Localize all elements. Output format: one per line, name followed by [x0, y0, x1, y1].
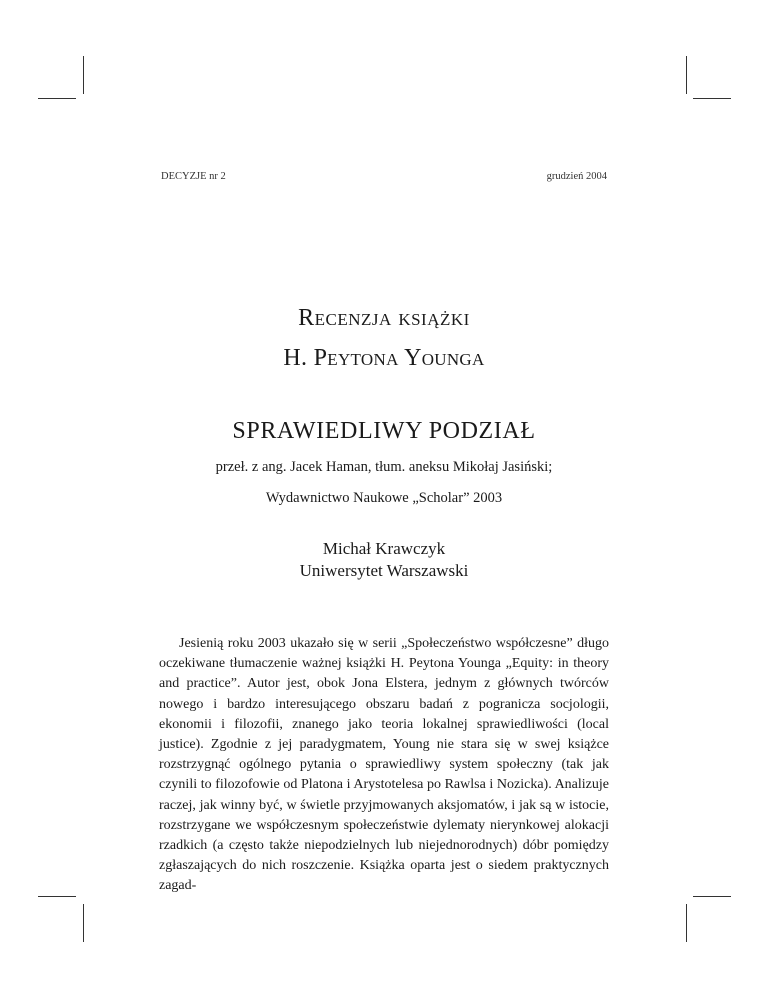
crop-mark [83, 904, 84, 942]
crop-mark [686, 56, 687, 94]
body-paragraph: Jesienią roku 2003 ukazało się w serii „Społeczeństwo współczesne” długo oczekiwane tłumaczenie ważnej książki H. Peytona Younga „Equity: in theory and practice”. Autor jest, obok Jona Elstera, jednym z głównych twórców nowego i bardzo interesującego obszaru badań z pogranicza socjologii, ekonomii i filozofii, znanego jako teoria lokalnej sprawiedliwości (local justice). Zgodnie z jej paradygmatem, Young nie stara się w swej książce rozstrzygnąć ogólnego pytania o sprawiedliwy system społeczny (tak jak czynili to filozofowie od Platona i Arystotelesa po Rawlsa i Nozicka). Analizuje raczej, jak winny być, w świetle przyjmowanych aksjomatów, i jak są w istocie, rozstrzygane we współczesnym społeczeństwie dylematy nierynkowej alokacji rzadkich (a często także niepodzielnych lub niejednorodnych) dóbr pomiędzy zgłaszających do nich roszczenie. Książka oparta jest o siedem praktycznych zagad- [159, 636, 609, 894]
issue-date: grudzień 2004 [546, 171, 607, 182]
crop-mark [693, 98, 731, 99]
publisher-line: Wydawnictwo Naukowe „Scholar” 2003 [265, 490, 503, 506]
crop-mark [83, 56, 84, 94]
crop-mark [693, 896, 731, 897]
author-affiliation: Uniwersytet Warszawski [299, 561, 469, 580]
author-name: Michał Krawczyk [322, 539, 446, 558]
review-title: Recenzja książki [298, 305, 470, 331]
translators-line: przeł. z ang. Jacek Haman, tłum. aneksu Mikołaj Jasiński; [215, 459, 553, 475]
crop-mark [38, 98, 76, 99]
book-title: SPRAWIEDLIWY PODZIAŁ [232, 418, 536, 444]
journal-issue: DECYZJE nr 2 [161, 171, 226, 182]
review-subtitle: H. Peytona Younga [283, 345, 485, 371]
crop-mark [38, 896, 76, 897]
crop-mark [686, 904, 687, 942]
